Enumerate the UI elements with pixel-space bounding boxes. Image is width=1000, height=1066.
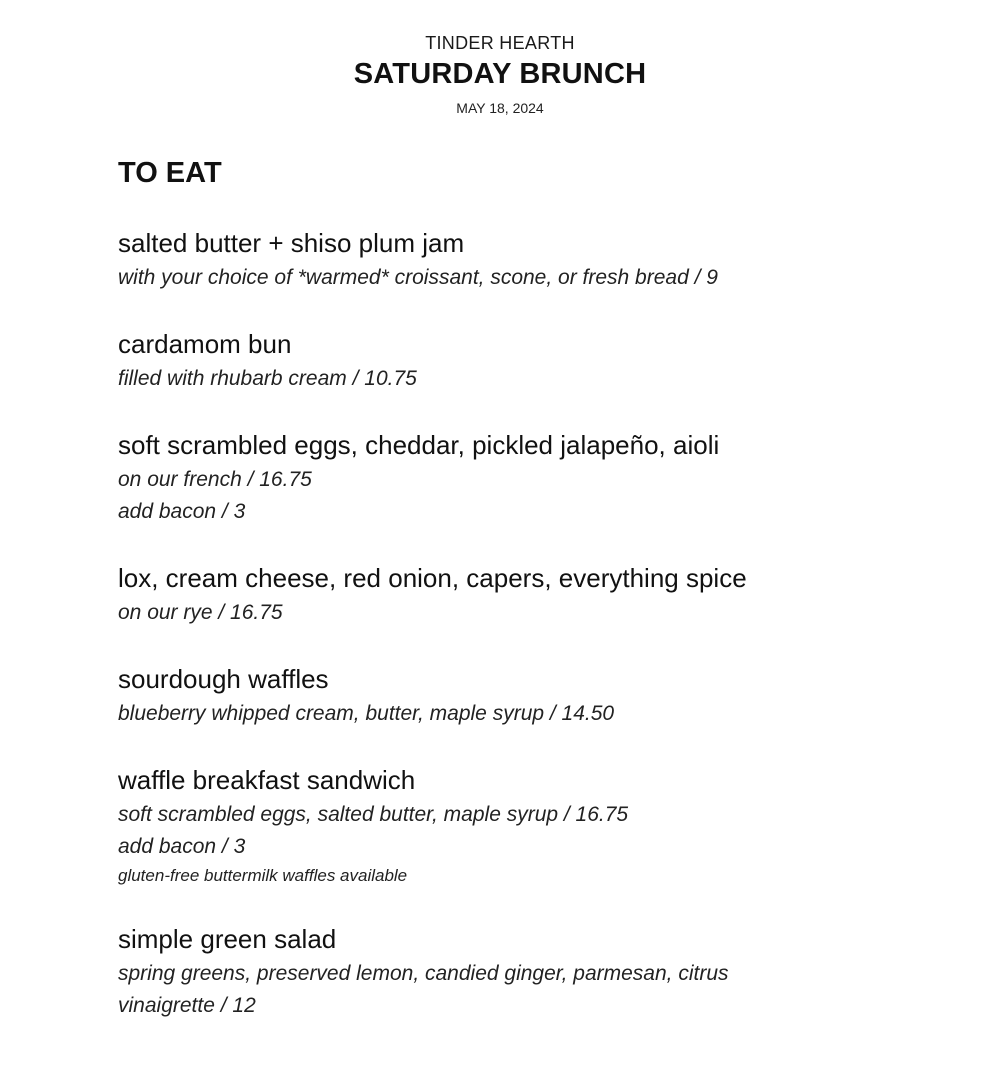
item-name: salted butter + shiso plum jam — [118, 228, 465, 258]
item-description: soft scrambled eggs, salted butter, maple syrup / 16.75 — [118, 803, 629, 826]
section-heading: TO EAT — [118, 157, 222, 189]
item-description: blueberry whipped cream, butter, maple syrup / 14.50 — [118, 702, 615, 725]
item-addon: add bacon / 3 — [118, 835, 246, 858]
menu-item — [118, 660, 958, 730]
menu-item — [118, 920, 958, 1022]
restaurant-name: TINDER HEARTH — [425, 33, 575, 53]
menu-item — [118, 325, 958, 395]
menu-item — [118, 426, 958, 528]
item-description: on our french / 16.75 — [118, 468, 312, 491]
item-name: waffle breakfast sandwich — [118, 765, 416, 795]
item-note: gluten-free buttermilk waffles available — [118, 866, 408, 885]
item-name: simple green salad — [118, 924, 337, 954]
item-description: spring greens, preserved lemon, candied ginger, parmesan, citrus — [118, 962, 729, 985]
item-name: lox, cream cheese, red onion, capers, everything spice — [118, 563, 747, 593]
menu-item — [118, 761, 958, 889]
item-name: sourdough waffles — [118, 664, 329, 694]
menu-item — [118, 559, 958, 629]
menu-items-list — [118, 224, 958, 1053]
menu-item — [118, 224, 958, 294]
menu-title: SATURDAY BRUNCH — [353, 58, 647, 90]
item-description-continued: vinaigrette / 12 — [118, 994, 256, 1017]
item-name: cardamom bun — [118, 329, 292, 359]
item-description: with your choice of *warmed* croissant, scone, or fresh bread / 9 — [118, 266, 718, 289]
item-description: filled with rhubarb cream / 10.75 — [118, 367, 417, 390]
item-description: on our rye / 16.75 — [118, 601, 283, 624]
item-addon: add bacon / 3 — [118, 500, 246, 523]
item-name: soft scrambled eggs, cheddar, pickled jalapeño, aioli — [118, 430, 720, 460]
menu-date: MAY 18, 2024 — [456, 100, 544, 116]
